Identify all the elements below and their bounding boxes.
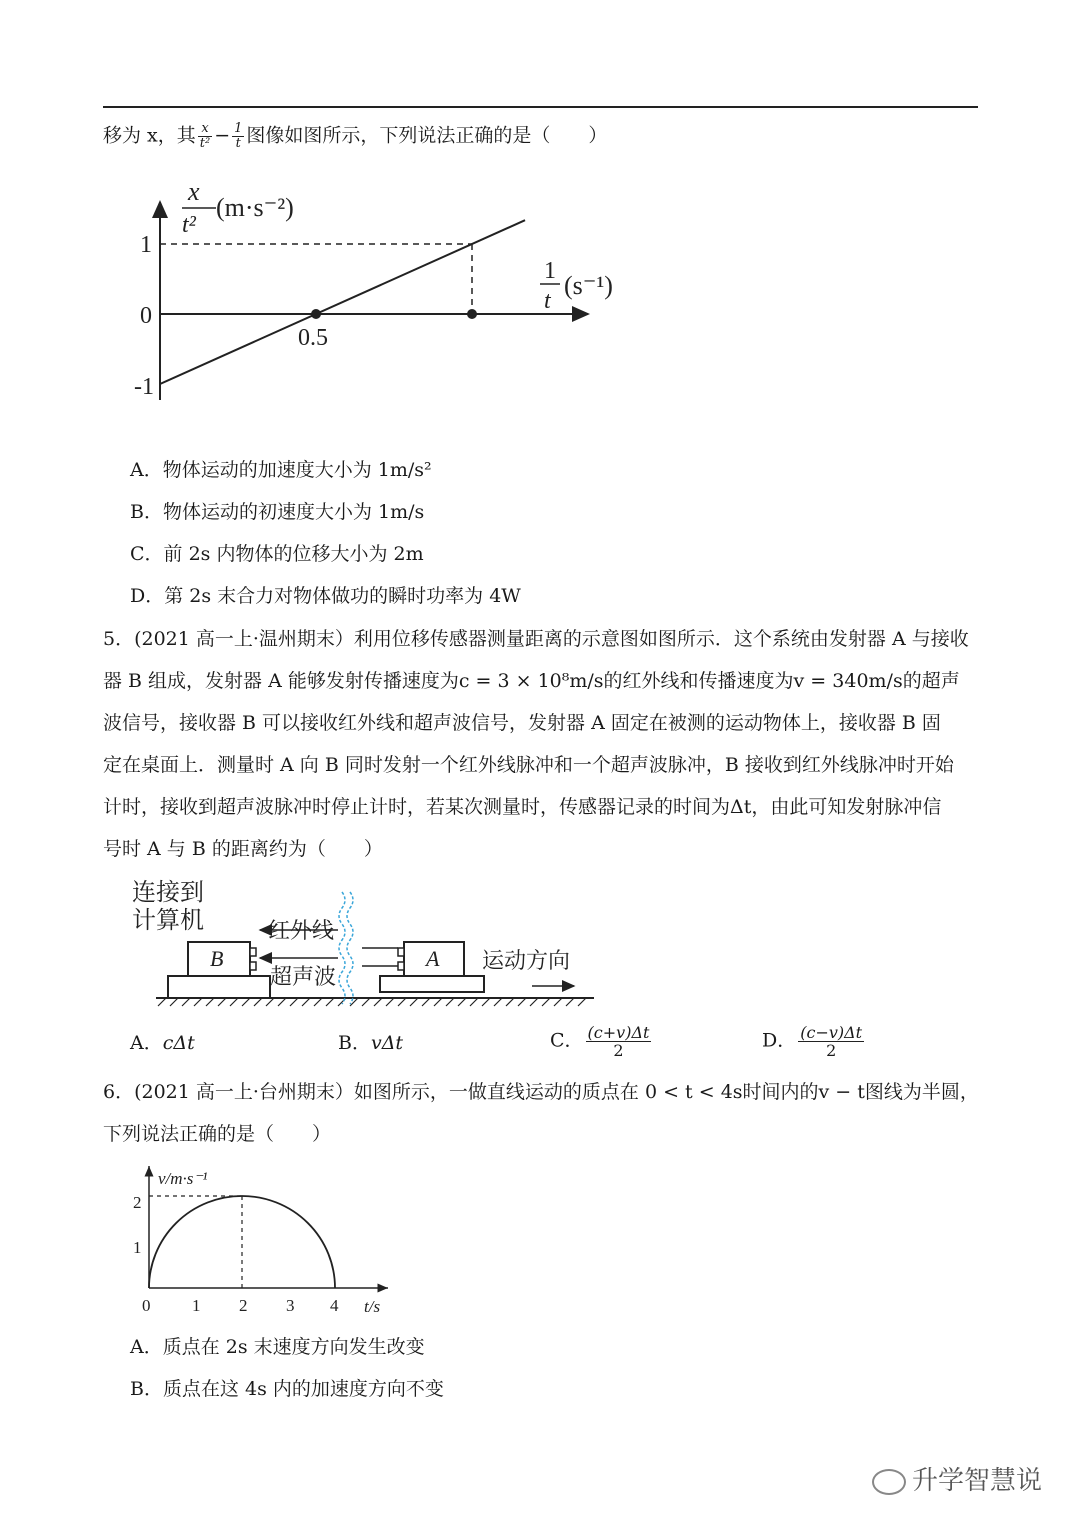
q5-ground-hatch <box>158 998 586 1006</box>
q5-figure <box>128 872 608 1012</box>
q4-option-d: D．第 2s 末合力对物体做功的瞬时功率为 4W <box>130 585 521 607</box>
q4-graph <box>120 170 640 430</box>
q4-tick-y-neg: -1 <box>134 374 154 400</box>
q4-option-b: B．物体运动的初速度大小为 1m/s <box>130 501 425 523</box>
q5-a-sensor-bottom <box>398 962 404 970</box>
q5-infrared-label: 红外线 <box>268 919 335 944</box>
q6-ytick-2: 2 <box>133 1193 142 1212</box>
q4-option-a: A．物体运动的加速度大小为 1m/s² <box>130 459 432 481</box>
q4-tick-y-zero: 0 <box>140 303 152 329</box>
header-rule <box>103 106 978 108</box>
q5-line-3: 波信号，接收器 B 可以接收红外线和超声波信号，发射器 A 固定在被测的运动物体上，接收器 B 固 <box>103 712 941 734</box>
q4-xlabel-den: t <box>544 288 551 314</box>
q6-ylabel: v/m·s⁻¹ <box>158 1169 208 1188</box>
q4-xlabel-unit: (s⁻¹) <box>564 271 613 300</box>
q6-xtick-1: 1 <box>192 1296 201 1315</box>
q4-fraction-x-t2: $\frac{x}{\text{t²}}$ <box>199 121 211 151</box>
q4-data-line <box>160 220 525 384</box>
q6-xlabel: t/s <box>364 1297 381 1316</box>
q5-line-1: 5．(2021 高一上·温州期末）利用位移传感器测量距离的示意图如图所示．这个系统由发射器 A 与接收 <box>103 628 969 650</box>
wechat-icon <box>872 1469 906 1495</box>
q4-tick-y-pos: 1 <box>140 232 152 258</box>
q4-fraction-1-t: $\frac{1}{t}$ <box>234 121 243 151</box>
q5-option-d: D． $\frac{(c-v)\Delta t}{2}$ <box>762 1023 863 1060</box>
q5-option-b: B．vΔt <box>338 1032 404 1054</box>
q4-stem-suffix: 图像如图所示，下列说法正确的是（ ） <box>246 124 608 147</box>
q5-a-sensor-top <box>398 948 404 956</box>
q4-stem <box>103 122 607 151</box>
q6-xtick-4: 4 <box>330 1296 339 1315</box>
q4-point-x-intercept <box>311 309 321 319</box>
q5-option-a: A．cΔt <box>130 1032 195 1054</box>
q6-line-2: 下列说法正确的是（ ） <box>103 1123 332 1145</box>
q4-ylabel-unit: (m·s⁻²) <box>216 193 294 222</box>
q5-line-5: 计时，接收到超声波脉冲时停止计时，若某次测量时，传感器记录的时间为Δt，由此可知发射脉冲信 <box>103 796 942 818</box>
q4-point-x-1 <box>467 309 477 319</box>
q5-option-c: C． $\frac{(c+v)\Delta t}{2}$ <box>550 1023 650 1060</box>
q4-ylabel-num: x <box>188 177 200 206</box>
q5-connect-line2: 计算机 <box>132 906 204 934</box>
q5-b-base <box>168 976 270 998</box>
q5-connect-line1: 连接到 <box>132 878 204 906</box>
q5-wave-divider-2 <box>347 892 353 1004</box>
q6-line-1: 6．(2021 高一上·台州期末）如图所示，一做直线运动的质点在 0 < t < 4s时间内的v − t图线为半圆， <box>103 1081 979 1103</box>
q5-ultrasound-label: 超声波 <box>270 965 337 990</box>
q5-label-a: A <box>426 946 440 971</box>
q6-xtick-0: 0 <box>142 1296 151 1315</box>
q4-stem-prefix: 移为 x，其 <box>103 124 196 147</box>
q5-wave-divider <box>339 892 345 1004</box>
q5-b-sensor-bottom <box>250 962 256 970</box>
q5-line-4: 定在桌面上．测量时 A 向 B 同时发射一个红外线脉冲和一个超声波脉冲，B 接收到红外线脉冲时开始 <box>103 754 954 776</box>
q4-option-c: C．前 2s 内物体的位移大小为 2m <box>130 543 424 565</box>
minus-sign: − <box>214 124 231 147</box>
q4-ylabel-den: t² <box>182 212 196 238</box>
q6-option-b: B．质点在这 4s 内的加速度方向不变 <box>130 1378 444 1400</box>
watermark: 升学智慧说 <box>872 1460 1042 1497</box>
q5-line-6: 号时 A 与 B 的距离约为（ ） <box>103 838 383 860</box>
q5-a-base <box>380 976 484 992</box>
q6-xtick-2: 2 <box>239 1296 248 1315</box>
q5-b-sensor-top <box>250 948 256 956</box>
q5-motion-label: 运动方向 <box>482 949 571 974</box>
q6-ytick-1: 1 <box>133 1238 142 1257</box>
q6-semicircle-curve <box>149 1196 335 1288</box>
q6-graph <box>126 1160 406 1320</box>
q4-tick-x: 0.5 <box>298 325 328 351</box>
q6-xtick-3: 3 <box>286 1296 295 1315</box>
q5-line-2: 器 B 组成，发射器 A 能够发射传播速度为c = 3 × 10⁸m/s的红外线和传播速度为v = 340m/s的超声 <box>103 670 960 692</box>
q4-xlabel-num: 1 <box>544 258 556 284</box>
q6-option-a: A．质点在 2s 末速度方向发生改变 <box>130 1336 425 1358</box>
q5-label-b: B <box>210 946 224 971</box>
